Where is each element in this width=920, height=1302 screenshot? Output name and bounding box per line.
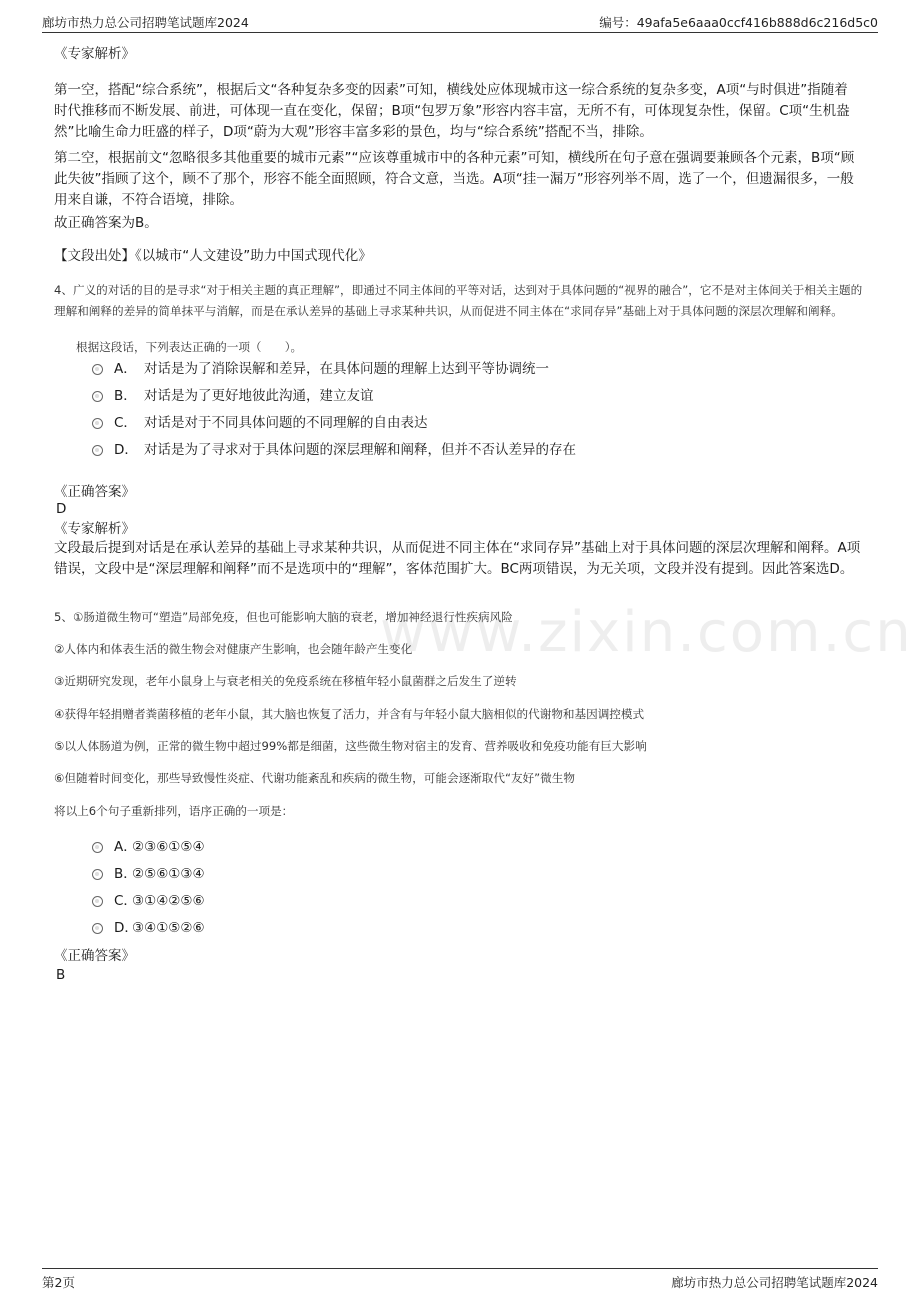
q4-stem: 4、广义的对话的目的是寻求“对于相关主题的真正理解”，即通过不同主体间的平等对话，达到对于具体问题的“视界的融合”，它不是对主体间关于相关主题的理解和阐释的差异的简单抹平与消解，而是在承认差异的基础上寻求某种共识，从而促进不同主体在“求同存异”基础上对于具体问题的深层次理解和阐释。 bbox=[54, 283, 863, 318]
radio-icon[interactable] bbox=[92, 445, 103, 456]
q4-answer: D bbox=[56, 501, 67, 517]
q3-expert-heading: 《专家解析》 bbox=[54, 46, 135, 62]
page-footer bbox=[42, 1268, 878, 1293]
q5-option-c[interactable] bbox=[92, 890, 852, 912]
option-text: ③①④②⑤⑥ bbox=[132, 893, 205, 909]
radio-icon[interactable] bbox=[92, 364, 103, 375]
option-text: 对话是为了更好地彼此沟通，建立友谊 bbox=[144, 388, 374, 404]
q5-sentence-3: ③近期研究发现，老年小鼠身上与衰老相关的免疫系统在移植年轻小鼠菌群之后发生了逆转 bbox=[54, 674, 517, 688]
q4-prompt: 根据这段话，下列表达正确的一项（ ）。 bbox=[76, 340, 303, 354]
option-letter: B． bbox=[114, 388, 137, 404]
option-letter: A． bbox=[114, 361, 137, 377]
q4-option-b[interactable] bbox=[92, 385, 852, 407]
radio-icon[interactable] bbox=[92, 391, 103, 402]
q5-sentence-5: ⑤以人体肠道为例，正常的微生物中超过99%都是细菌，这些微生物对宿主的发育、营养吸收和免疫功能有巨大影响 bbox=[54, 739, 647, 753]
header-title: 廊坊市热力总公司招聘笔试题库2024 bbox=[42, 15, 249, 30]
page-header bbox=[42, 10, 878, 33]
q5-sentence-2: ②人体内和体表生活的微生物会对健康产生影响，也会随年龄产生变化 bbox=[54, 642, 413, 656]
option-text: ②③⑥①⑤④ bbox=[132, 839, 205, 855]
radio-icon[interactable] bbox=[92, 418, 103, 429]
q4-option-d[interactable] bbox=[92, 439, 852, 461]
option-letter: D． bbox=[114, 442, 138, 458]
q5-sentence-1: 5、①肠道微生物可“塑造”局部免疫，但也可能影响大脑的衰老，增加神经退行性疾病风险 bbox=[54, 610, 513, 624]
q5-sentence-6: ⑥但随着时间变化，那些导致慢性炎症、代谢功能紊乱和疾病的微生物，可能会逐渐取代“友好”微生物 bbox=[54, 771, 575, 785]
option-text: 对话是对于不同具体问题的不同理解的自由表达 bbox=[144, 415, 428, 431]
option-letter: B． bbox=[114, 866, 137, 882]
option-text: ②⑤⑥①③④ bbox=[132, 866, 205, 882]
option-letter: C． bbox=[114, 415, 137, 431]
option-text: 对话是为了消除误解和差异，在具体问题的理解上达到平等协调统一 bbox=[144, 361, 549, 377]
document-id: 编号：49afa5e6aaa0ccf416b888d6c216d5c0 bbox=[599, 15, 878, 30]
q4-analysis: 文段最后提到对话是在承认差异的基础上寻求某种共识，从而促进不同主体在“求同存异”基础上对于具体问题的深层次理解和阐释。A项错误，文段中是“深层理解和阐释”而不是选项中的“理解”，客体范围扩大。BC两项错误，为无关项，文段并没有提到。因此答案选D。 bbox=[54, 540, 861, 577]
option-letter: D． bbox=[114, 920, 138, 936]
q4-expert-heading: 《专家解析》 bbox=[54, 521, 135, 537]
q3-conclusion: 故正确答案为B。 bbox=[54, 215, 158, 231]
radio-icon[interactable] bbox=[92, 869, 103, 880]
page-number: 第2页 bbox=[42, 1275, 75, 1290]
radio-icon[interactable] bbox=[92, 896, 103, 907]
option-text: ③④①⑤②⑥ bbox=[132, 920, 205, 936]
q5-option-b[interactable] bbox=[92, 863, 852, 885]
option-letter: A． bbox=[114, 839, 137, 855]
q4-option-a[interactable] bbox=[92, 358, 852, 380]
radio-icon[interactable] bbox=[92, 842, 103, 853]
q4-option-c[interactable] bbox=[92, 412, 852, 434]
q3-analysis-p1: 第一空，搭配“综合系统”，根据后文“各种复杂多变的因素”可知，横线处应体现城市这一综合系统的复杂多变，A项“与时俱进”指随着时代推移而不断发展、前进，可体现一直在变化，保留；B项“包罗万象”形容内容丰富，无所不有，可体现复杂性，保留。C项“生机盎然”比喻生命力旺盛的样子，D项“蔚为大观”形容丰富多彩的景色，均与“综合系统”搭配不当，排除。 bbox=[54, 82, 850, 140]
q5-option-d[interactable] bbox=[92, 917, 852, 939]
option-text: 对话是为了寻求对于具体问题的深层理解和阐释，但并不否认差异的存在 bbox=[144, 442, 576, 458]
q5-prompt: 将以上6个句子重新排列，语序正确的一项是： bbox=[54, 804, 294, 818]
radio-icon[interactable] bbox=[92, 923, 103, 934]
option-letter: C． bbox=[114, 893, 137, 909]
q5-sentence-4: ④获得年轻捐赠者粪菌移植的老年小鼠，其大脑也恢复了活力，并含有与年轻小鼠大脑相似的代谢物和基因调控模式 bbox=[54, 707, 645, 721]
q5-option-a[interactable] bbox=[92, 836, 852, 858]
q4-answer-heading: 《正确答案》 bbox=[54, 484, 135, 500]
watermark: www.zixin.com.cn bbox=[380, 600, 913, 665]
q3-analysis-p2: 第二空，根据前文“忽略很多其他重要的城市元素”“应该尊重城市中的各种元素”可知，横线所在句子意在强调要兼顾各个元素，B项“顾此失彼”指顾了这个，顾不了那个，形容不能全面照顾，符合文意，当选。A项“挂一漏万”形容列举不周，选了一个，但遗漏很多，一般用来自谦，不符合语境，排除。 bbox=[54, 150, 855, 208]
q3-source: 【文段出处】《以城市“人文建设”助力中国式现代化》 bbox=[54, 248, 372, 264]
q5-answer-heading: 《正确答案》 bbox=[54, 948, 135, 964]
q5-answer: B bbox=[56, 967, 66, 983]
footer-title: 廊坊市热力总公司招聘笔试题库2024 bbox=[671, 1275, 878, 1290]
